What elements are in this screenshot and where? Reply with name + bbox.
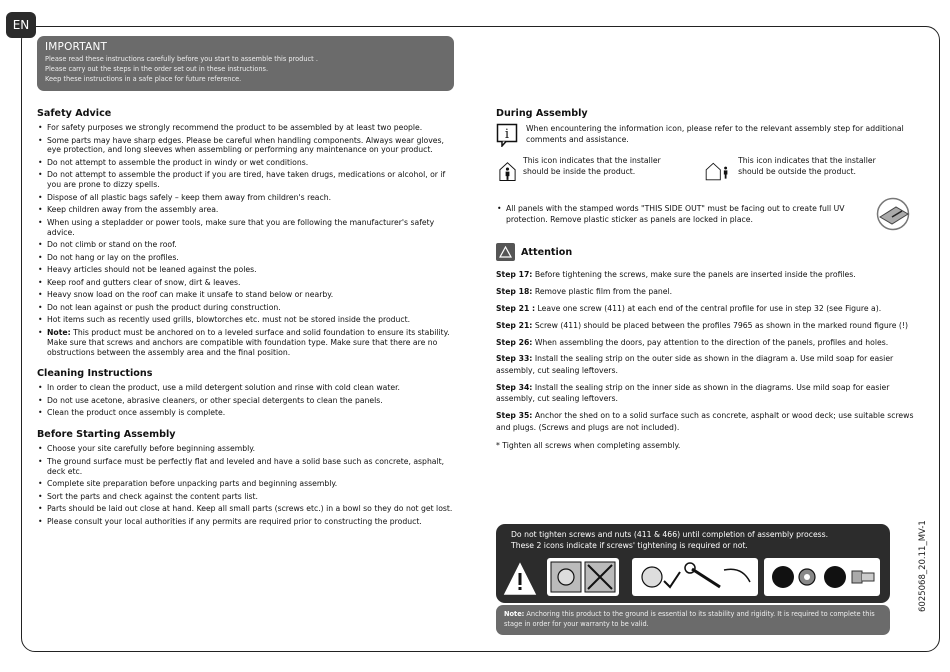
list-item <box>37 328 459 358</box>
list-item: • Clean the product once assembly is complete. <box>37 408 459 418</box>
outside-installer-icon <box>705 155 732 187</box>
important-line: Keep these instructions in a safe place for future reference. <box>45 75 242 83</box>
svg-text:i: i <box>504 127 510 142</box>
before-section <box>37 429 459 526</box>
list-item: • Heavy snow load on the roof can make it unsafe to stand below or nearby. <box>37 290 459 300</box>
step-item <box>496 320 914 332</box>
step-item <box>496 303 914 315</box>
note-text: This product must be anchored on to a leveled surface and solid foundation to ensure its stability. Make sure that screws and anchors are compatible with foundation type. Make sure that there are no obstructions between the assembly area and the final position. <box>47 327 450 357</box>
step-label: Step 33: <box>496 354 533 364</box>
warning-triangle-icon <box>496 243 515 261</box>
step-text: Screw (411) should be placed between the profiles 7965 as shown in the marked round figure (!) <box>532 320 909 330</box>
inside-outside-row <box>498 155 914 187</box>
no-tighten-icons <box>547 558 619 596</box>
cleaning-title: Cleaning Instructions <box>37 368 153 380</box>
step-label: Step 35: <box>496 411 533 421</box>
tighten-icons <box>632 558 758 596</box>
step-item <box>496 353 914 376</box>
step-item <box>496 337 914 349</box>
step-item <box>496 269 914 281</box>
list-item: • Dispose of all plastic bags safely – keep them away from children's reach. <box>37 193 459 203</box>
document-id: 6025068_20.11_MV-1 <box>918 520 928 612</box>
list-item: • Do not use acetone, abrasive cleaners, or other special detergents to clean the panels. <box>37 396 459 406</box>
step-label: Step 18: <box>496 286 533 296</box>
step-item <box>496 382 914 405</box>
outside-item <box>705 155 890 187</box>
step-label: Step 21: <box>496 320 533 330</box>
note-text: Anchoring this product to the ground is essential to its stability and rigidity. It is required to complete this stage in order for your warranty to be valid. <box>504 610 875 628</box>
warning-line: Do not tighten screws and nuts (411 & 466) until completion of assembly process. <box>511 530 829 539</box>
panels-row <box>496 197 914 231</box>
list-item: • Keep children away from the assembly area. <box>37 205 459 215</box>
list-item: • Do not attempt to assemble the product if you are tired, have taken drugs, medications or alcohol, or if you are prone to dizzy spells. <box>37 170 459 190</box>
inside-text: This icon indicates that the installer should be inside the product. <box>523 156 661 177</box>
list-item: • Complete site preparation before unpacking parts and beginning assembly. <box>37 479 459 489</box>
list-item: • Choose your site carefully before beginning assembly. <box>37 444 459 454</box>
step-label: Step 26: <box>496 337 533 347</box>
warning-line: These 2 icons indicate if screws' tightening is required or not. <box>511 541 748 550</box>
important-line: Please read these instructions carefully before you start to assemble this product . <box>45 55 318 63</box>
note-label: Note: <box>47 327 71 337</box>
inside-item <box>498 155 683 187</box>
warning-text <box>511 529 828 551</box>
cleaning-list <box>37 383 459 418</box>
anchoring-note-box <box>496 605 890 635</box>
screw-icons-strip <box>502 554 882 599</box>
inside-installer-icon <box>498 155 517 187</box>
step-item <box>496 286 914 298</box>
before-list <box>37 444 459 526</box>
list-item: • The ground surface must be perfectly flat and leveled and have a solid base such as concrete, asphalt, deck etc. <box>37 457 459 477</box>
list-item: • For safety purposes we strongly recommend the product to be assembled by at least two people. <box>37 123 459 133</box>
steps-list <box>496 269 914 433</box>
safety-section <box>37 108 459 357</box>
list-item: • Some parts may have sharp edges. Please be careful when handling components. Always wear gloves, eye protection, and long sleeves when assembling or performing any maintenance on your product. <box>37 136 459 156</box>
before-title: Before Starting Assembly <box>37 429 176 441</box>
step-text: Remove plastic film from the panel. <box>532 286 673 296</box>
list-item: • Keep roof and gutters clear of snow, dirt & leaves. <box>37 278 459 288</box>
during-title: During Assembly <box>496 108 588 119</box>
step-item <box>496 410 914 433</box>
right-column <box>496 108 914 450</box>
list-item: • Do not lean against or push the product during construction. <box>37 303 459 313</box>
tighten-note: * Tighten all screws when completing assembly. <box>496 441 681 451</box>
info-icon-row <box>496 123 914 147</box>
panels-text: • All panels with the stamped words "THIS SIDE OUT" must be facing out to create full UV protection. Remove plastic sticker as panels are locked in place. <box>496 203 862 226</box>
list-item: • In order to clean the product, use a mild detergent solution and rinse with cold clean water. <box>37 383 459 393</box>
screw-warning-box <box>496 524 890 603</box>
outside-text: This icon indicates that the installer should be outside the product. <box>738 156 876 177</box>
step-text: Leave one screw (411) at each end of the central profile for use in step 32 (see Figure a). <box>535 303 882 313</box>
note-label: Note: <box>504 610 525 618</box>
info-icon <box>496 123 518 147</box>
info-text: When encountering the information icon, please refer to the relevant assembly step for additional comments and assistance. <box>526 124 904 145</box>
list-item: • Do not climb or stand on the roof. <box>37 240 459 250</box>
step-text: When assembling the doors, pay attention to the direction of the panels, profiles and holes. <box>532 337 889 347</box>
safety-title: Safety Advice <box>37 108 112 119</box>
language-badge: EN <box>6 12 36 38</box>
this-side-out-icon <box>872 197 914 231</box>
caution-triangle-icon <box>505 564 535 594</box>
attention-title: Attention <box>521 246 573 258</box>
step-text: Anchor the shed on to a solid surface such as concrete, asphalt or wood deck; use suitable screws and plugs. (Screws and plugs are not included). <box>496 411 914 432</box>
screw-nut-icons <box>764 558 880 596</box>
step-label: Step 21 : <box>496 303 536 313</box>
list-item: • Do not attempt to assemble the product in windy or wet conditions. <box>37 158 459 168</box>
list-item: • Sort the parts and check against the content parts list. <box>37 492 459 502</box>
important-box <box>37 36 454 91</box>
step-text: Before tightening the screws, make sure the panels are inserted inside the profiles. <box>532 270 856 279</box>
list-item: • Please consult your local authorities if any permits are required prior to constructing the product. <box>37 517 459 527</box>
important-line: Please carry out the steps in the order set out in these instructions. <box>45 65 269 73</box>
cleaning-section <box>37 368 459 418</box>
step-text: Install the sealing strip on the inner side as shown in the diagrams. Use mild soap for easier assembly, cut sealing leftovers. <box>496 382 890 404</box>
attention-header <box>496 243 914 261</box>
list-item: • Hot items such as recently used grills, blowtorches etc. must not be stored inside the product. <box>37 315 459 325</box>
list-item: • Do not hang or lay on the profiles. <box>37 253 459 263</box>
safety-list <box>37 123 459 357</box>
list-item: • Parts should be laid out close at hand. Keep all small parts (screws etc.) in a bowl so they do not get lost. <box>37 504 459 514</box>
step-label: Step 17: <box>496 270 533 279</box>
list-item: • When using a stepladder or power tools, make sure that you are following the manufacturer's safety advice. <box>37 218 459 238</box>
important-title: IMPORTANT <box>45 41 108 53</box>
step-text: Install the sealing strip on the outer side as shown in the diagram a. Use mild soap for easier assembly, cut sealing leftovers. <box>496 354 894 375</box>
step-label: Step 34: <box>496 382 533 392</box>
list-item: • Heavy articles should not be leaned against the poles. <box>37 265 459 275</box>
left-column <box>37 108 459 538</box>
